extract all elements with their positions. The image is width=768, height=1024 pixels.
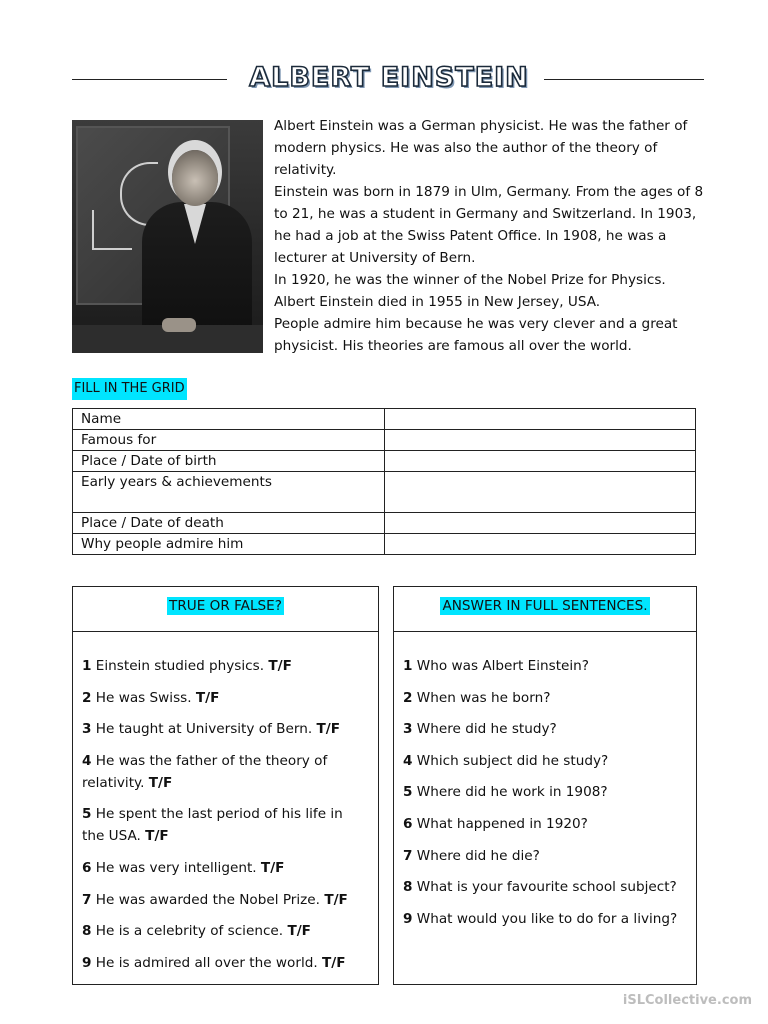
item-number: 7: [82, 891, 92, 908]
list-item: [403, 687, 687, 709]
item-text: What happened in 1920?: [416, 815, 588, 832]
item-number: 2: [82, 689, 92, 706]
grid-answer-cell[interactable]: [385, 430, 696, 451]
item-text: He was the father of the theory of relativity.: [82, 752, 328, 791]
true-false-marker[interactable]: T/F: [287, 923, 311, 940]
grid-row: [73, 513, 696, 534]
list-item: [403, 718, 687, 740]
fill-in-grid: [72, 408, 696, 555]
item-number: 5: [403, 784, 413, 801]
item-text: What would you like to do for a living?: [416, 910, 678, 927]
item-number: 3: [403, 721, 413, 738]
grid-answer-cell[interactable]: [385, 534, 696, 555]
list-item: [403, 781, 687, 803]
item-text: Which subject did he study?: [416, 752, 609, 769]
item-number: 7: [403, 847, 413, 864]
item-number: 5: [82, 806, 92, 823]
grid-row: [73, 430, 696, 451]
biography-text: [274, 115, 706, 357]
grid-label: Why people admire him: [73, 534, 385, 555]
item-text: What is your favourite school subject?: [416, 879, 677, 896]
list-item: [403, 876, 687, 898]
list-item: [82, 655, 369, 677]
einstein-photo: [72, 120, 263, 353]
list-item: [82, 803, 369, 847]
grid-row: [73, 534, 696, 555]
grid-answer-cell[interactable]: [385, 409, 696, 430]
item-number: 9: [82, 954, 92, 971]
item-number: 9: [403, 910, 413, 927]
bio-paragraph: People admire him because he was very clever and a great physicist. His theories are famous all over the world.: [274, 316, 678, 354]
page-title: ALBERT EINSTEIN: [249, 62, 529, 93]
item-text: He taught at University of Bern.: [95, 721, 313, 738]
item-text: Einstein studied physics.: [95, 658, 265, 674]
true-false-marker[interactable]: T/F: [260, 859, 285, 876]
true-false-heading: TRUE OR FALSE?: [169, 598, 282, 614]
true-false-marker[interactable]: T/F: [324, 891, 348, 908]
questions-box: [393, 586, 697, 985]
grid-row: [73, 451, 696, 472]
list-item: [82, 889, 369, 911]
list-item: [403, 845, 687, 867]
grid-answer-cell[interactable]: [385, 472, 696, 513]
grid-heading: FILL IN THE GRID: [72, 378, 187, 400]
grid-label: Place / Date of death: [73, 513, 385, 534]
grid-label: Place / Date of birth: [73, 451, 385, 472]
grid-answer-cell[interactable]: [385, 451, 696, 472]
questions-heading: ANSWER IN FULL SENTENCES.: [442, 598, 648, 614]
bio-paragraph: Albert Einstein was a German physicist. He was the father of modern physics. He was also the author of the theory of relativity.: [274, 118, 688, 178]
item-number: 3: [82, 721, 92, 738]
list-item: [403, 750, 687, 772]
item-text: Where did he study?: [416, 721, 557, 738]
grid-row: [73, 472, 696, 513]
item-number: 8: [82, 923, 92, 940]
list-item: [403, 813, 687, 835]
bio-paragraph: Einstein was born in 1879 in Ulm, Germany. From the ages of 8 to 21, he was a student in Germany and Switzerland. In 1903, he had a job at the Swiss Patent Office. In 1908, he was a lecturer at University of Bern.: [274, 184, 704, 266]
item-number: 1: [82, 658, 92, 674]
list-item: [82, 750, 369, 794]
list-item: [82, 718, 369, 740]
true-false-marker[interactable]: T/F: [268, 658, 292, 674]
item-number: 4: [82, 752, 92, 769]
item-text: He is a celebrity of science.: [95, 923, 284, 940]
item-number: 2: [403, 689, 413, 706]
title-divider-left: [72, 79, 227, 80]
item-text: Where did he work in 1908?: [416, 784, 608, 801]
item-number: 6: [82, 859, 92, 876]
true-false-marker[interactable]: T/F: [195, 689, 220, 706]
item-text: He is admired all over the world.: [95, 954, 318, 971]
item-text: Who was Albert Einstein?: [416, 658, 590, 674]
item-text: When was he born?: [416, 689, 551, 706]
list-item: [82, 857, 369, 879]
item-text: He was Swiss.: [95, 689, 192, 706]
list-item: [82, 920, 369, 942]
grid-label: Name: [73, 409, 385, 430]
list-item: [82, 687, 369, 709]
true-false-box: [72, 586, 379, 985]
item-number: 8: [403, 879, 413, 896]
item-number: 6: [403, 815, 413, 832]
true-false-marker[interactable]: T/F: [145, 828, 169, 845]
item-text: Where did he die?: [416, 847, 540, 864]
grid-answer-cell[interactable]: [385, 513, 696, 534]
item-text: He was awarded the Nobel Prize.: [95, 891, 320, 908]
list-item: [82, 952, 369, 974]
item-text: He was very intelligent.: [95, 859, 257, 876]
list-item: [403, 908, 687, 930]
item-number: 4: [403, 752, 413, 769]
item-text: He spent the last period of his life in the USA.: [82, 806, 343, 845]
title-row: [72, 62, 704, 102]
true-false-marker[interactable]: T/F: [148, 774, 173, 791]
true-false-marker[interactable]: T/F: [316, 721, 341, 738]
watermark: iSLCollective.com: [622, 993, 752, 1008]
list-item: [403, 655, 687, 677]
item-number: 1: [403, 658, 413, 674]
true-false-marker[interactable]: T/F: [322, 954, 346, 971]
title-divider-right: [544, 79, 704, 80]
grid-label: Early years & achievements: [73, 472, 385, 513]
bio-paragraph: In 1920, he was the winner of the Nobel Prize for Physics. Albert Einstein died in 1955 in New Jersey, USA.: [274, 272, 666, 310]
grid-label: Famous for: [73, 430, 385, 451]
grid-row: [73, 409, 696, 430]
